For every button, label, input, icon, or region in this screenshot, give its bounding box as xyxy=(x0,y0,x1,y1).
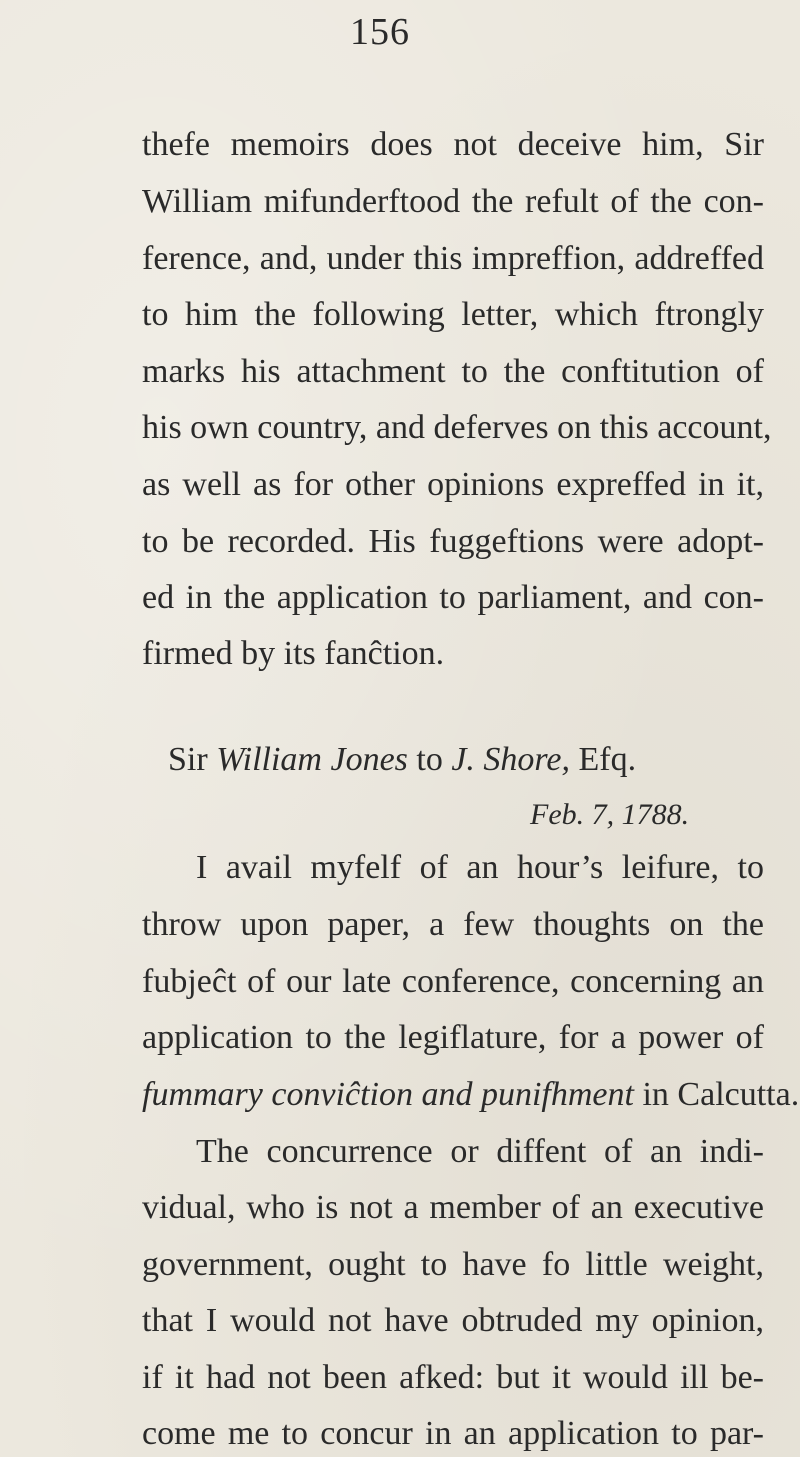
text-line: ed in the application to parliament, and con- xyxy=(142,579,764,616)
text-line xyxy=(142,1075,800,1115)
text-line: come me to concur in an application to par- xyxy=(142,1415,764,1452)
italic-phrase: fummary conviĉtion and punifhment xyxy=(142,1076,634,1113)
letter-heading xyxy=(168,740,636,780)
text-line: ference, and, under this impreffion, addreffed xyxy=(142,240,764,277)
heading-middle: to xyxy=(407,741,452,778)
heading-sender: William Jones xyxy=(216,741,408,778)
text-line: William mifunderftood the refult of the con- xyxy=(142,183,764,220)
text-line: to be recorded. His fuggeftions were adopt- xyxy=(142,523,764,560)
heading-recipient: J. Shore, xyxy=(451,741,570,778)
text-line: to him the following letter, which ftrongly xyxy=(142,296,764,333)
letter-date: Feb. 7, 1788. xyxy=(530,798,690,831)
heading-suffix: Efq. xyxy=(570,741,637,778)
text-line: I avail myfelf of an hour’s leifure, to xyxy=(196,849,764,886)
text-line: if it had not been afked: but it would ill be- xyxy=(142,1359,764,1396)
text-line: vidual, who is not a member of an executive xyxy=(142,1189,764,1226)
text-line: his own country, and deferves on this account, xyxy=(142,409,772,446)
page-number: 156 xyxy=(350,11,410,53)
text-line: throw upon paper, a few thoughts on the xyxy=(142,906,764,943)
text-line: thefe memoirs does not deceive him, Sir xyxy=(142,126,764,163)
text-line: as well as for other opinions expreffed in it, xyxy=(142,466,764,503)
text-line-last: firmed by its fanĉtion. xyxy=(142,635,445,672)
text-line: fubjeĉt of our late conference, concerning an xyxy=(142,963,764,1000)
text-line: The concurrence or diffent of an indi- xyxy=(196,1133,764,1170)
text-line: marks his attachment to the conftitution of xyxy=(142,353,764,390)
text-line: application to the legiflature, for a power of xyxy=(142,1019,764,1056)
text-line: that I would not have obtruded my opinion, xyxy=(142,1302,764,1339)
line-tail: in Calcutta. xyxy=(633,1076,800,1113)
heading-prefix: Sir xyxy=(168,741,217,778)
text-line: government, ought to have fo little weight, xyxy=(142,1246,764,1283)
